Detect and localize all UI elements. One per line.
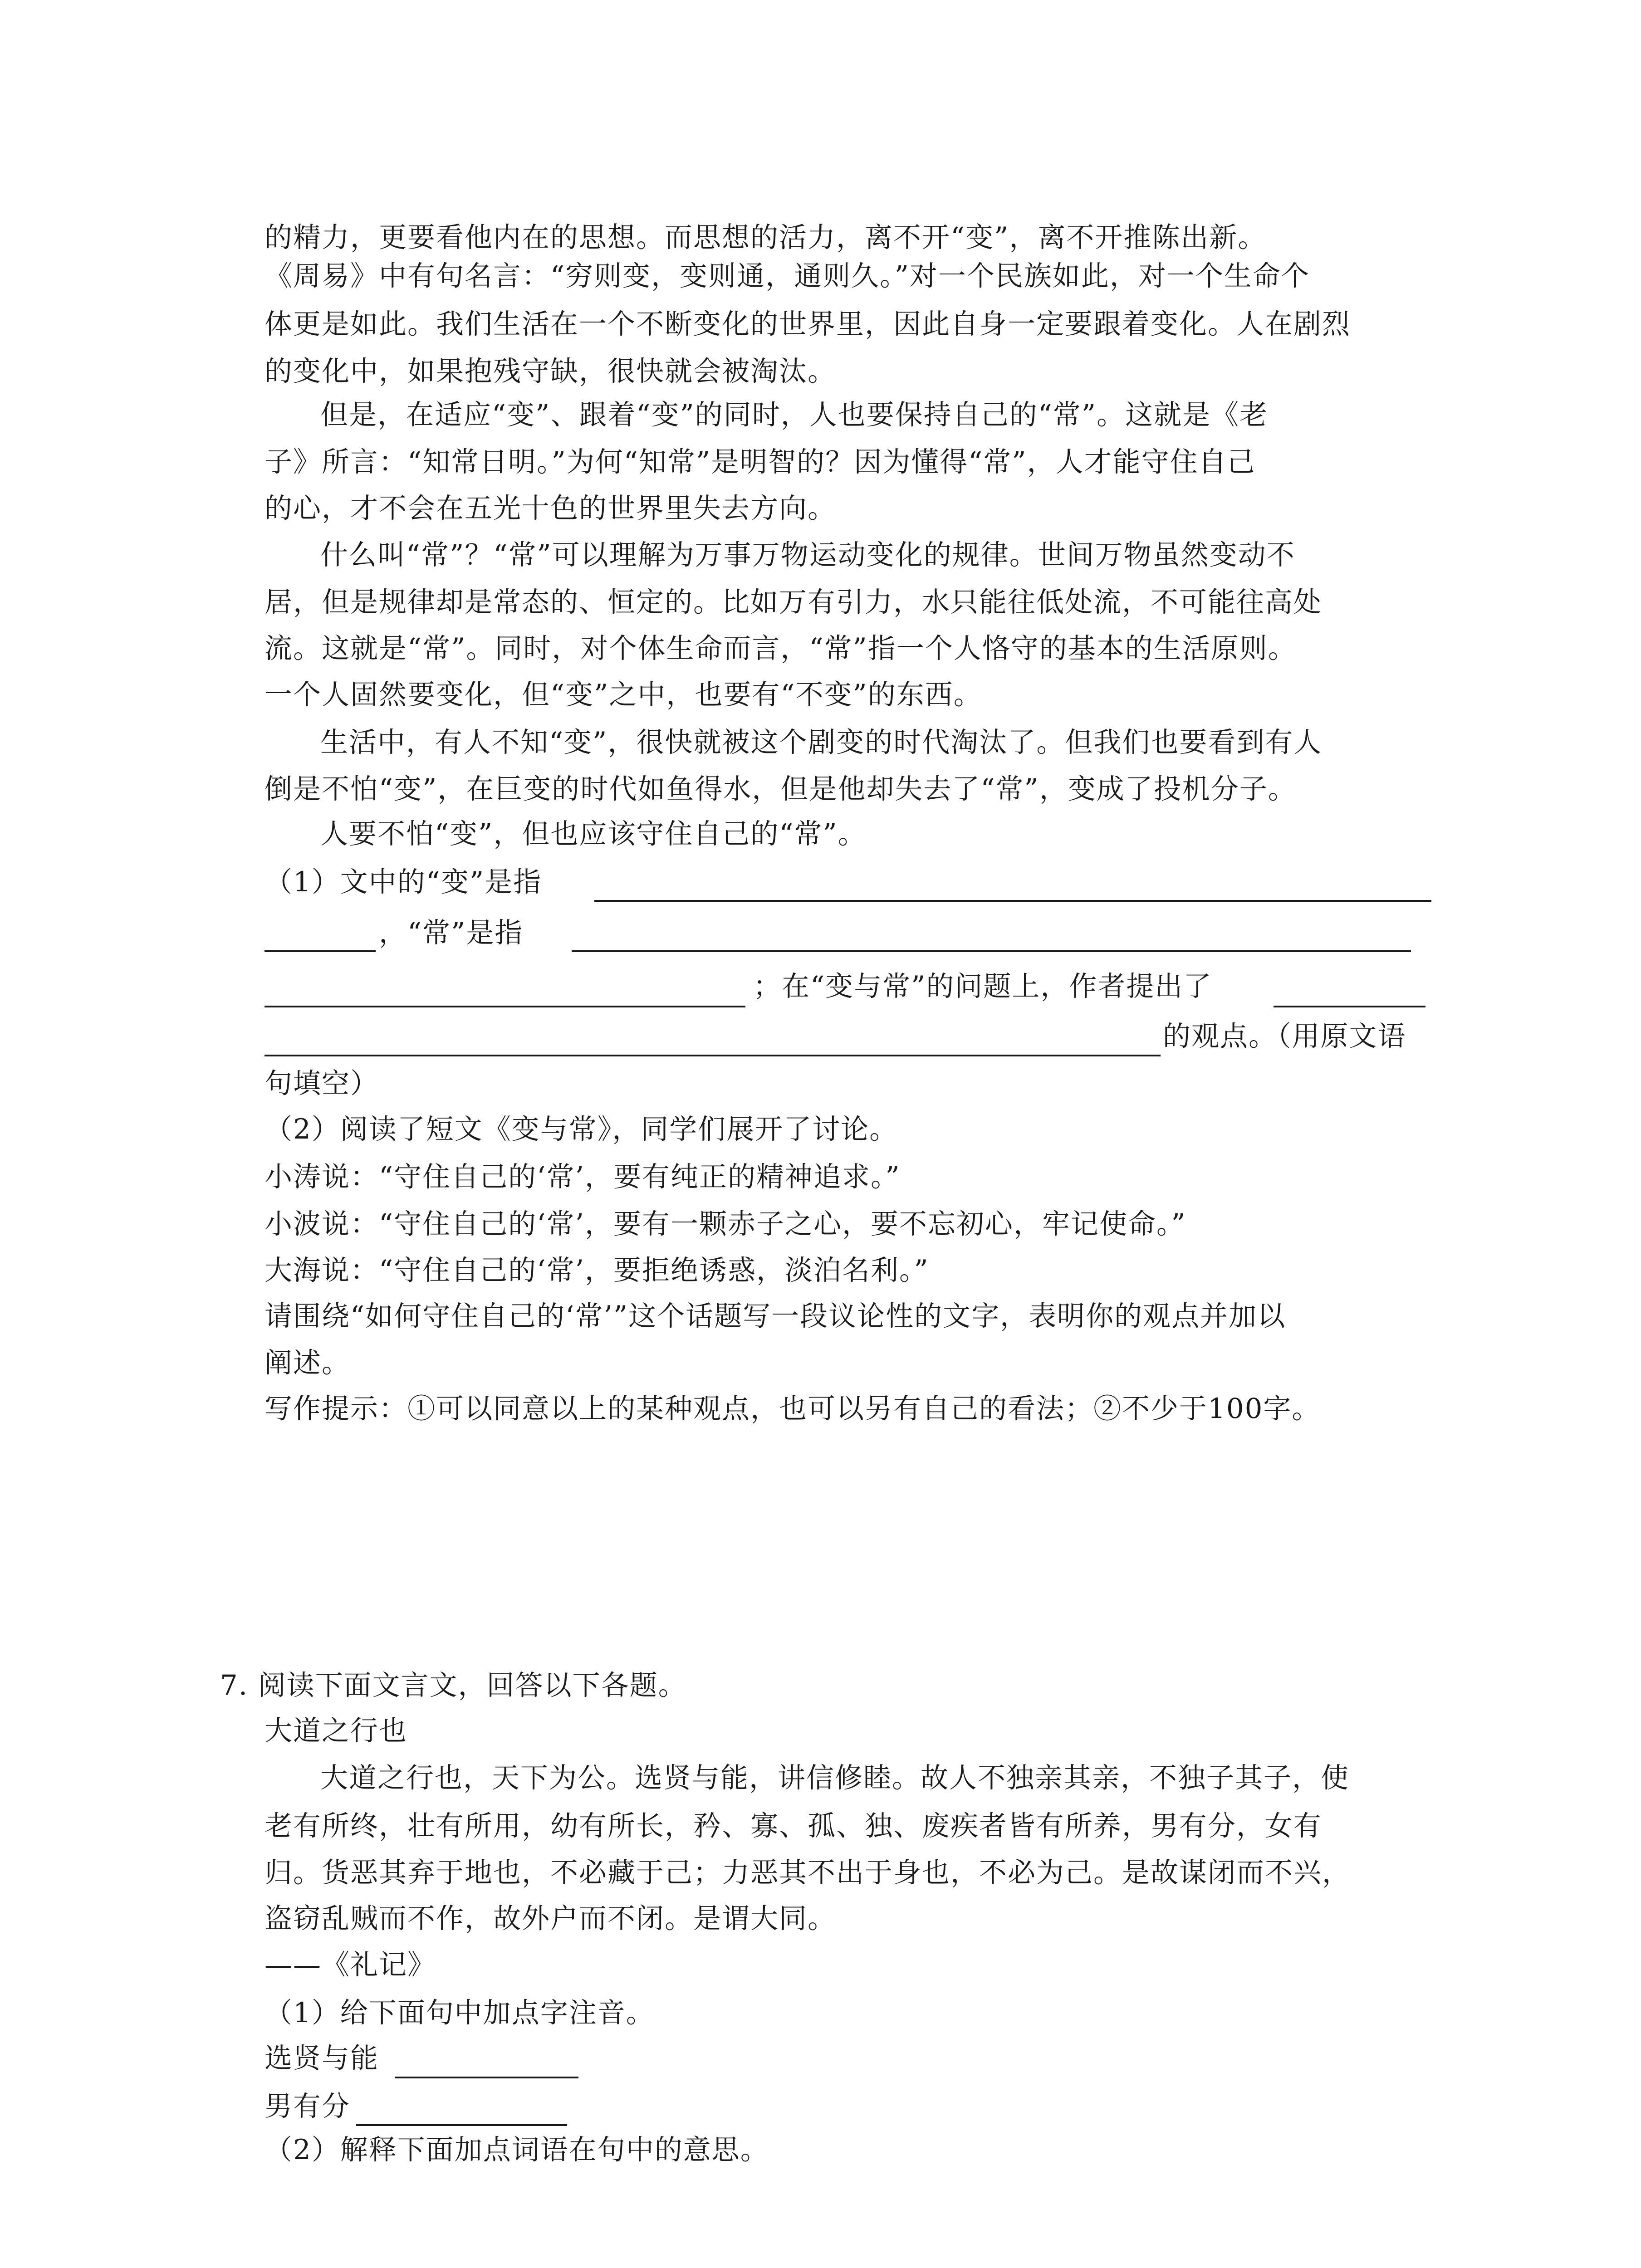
q7-item1: 选贤与能 [265,2042,379,2074]
writing-task: 阐述。 [265,1347,351,1379]
passage-line: 的精力，更要看他内在的思想。而思想的活力，离不开“变”，离不开推陈出新。 [265,221,1267,254]
classical-text-line: 大道之行也，天下为公。选贤与能，讲信修睦。故人不独亲其亲，不独子其子，使 [320,1762,1350,1794]
q7-title: 大道之行也 [265,1715,408,1747]
student-quote-dahai: 大海说：“守住自己的‘常’，要拒绝诱惑，淡泊名利。” [265,1254,929,1286]
writing-tip: 写作提示：①可以同意以上的某种观点，也可以另有自己的看法；②不少于100字。 [265,1393,1321,1425]
q6-part1-prompt-2: ，“常”是指 [379,917,524,949]
answer-blank[interactable] [395,2077,578,2078]
writing-task: 请围绕“如何守住自己的‘常’”这个话题写一段议论性的文字，表明你的观点并加以 [265,1300,1286,1332]
passage-line: 流。这就是“常”。同时，对个体生命而言，“常”指一个人恪守的基本的生活原则。 [265,632,1297,665]
passage-line: 人要不怕“变”，但也应该守住自己的“常”。 [320,818,867,850]
answer-blank[interactable] [265,950,376,952]
q7-item2: 男有分 [265,2090,351,2122]
classical-text-line: 盗窃乱贼而不作，故外户而不闭。是谓大同。 [265,1902,837,1935]
q6-part1-prompt-4: 的观点。（用原文语 [1163,1020,1406,1052]
answer-blank[interactable] [265,1055,1161,1056]
passage-line: 的心，才不会在五光十色的世界里失去方向。 [265,492,837,524]
answer-blank[interactable] [356,2124,567,2126]
passage-line: 倒是不怕“变”，在巨变的时代如鱼得水，但是他却失去了“常”，变成了投机分子。 [265,773,1297,805]
q7-sub2: （2）解释下面加点词语在句中的意思。 [265,2134,769,2166]
answer-blank[interactable] [572,950,1411,952]
passage-line: 但是，在适应“变”、跟着“变”的同时，人也要保持自己的“常”。这就是《老 [320,399,1269,431]
passage-line: 子》所言：“知常日明。”为何“知常”是明智的？因为懂得“常”，人才能守住自己 [265,446,1256,478]
passage-line: 居，但是规律却是常态的、恒定的。比如万有引力，水只能往低处流，不可能往高处 [265,586,1323,618]
q6-part2-intro: （2）阅读了短文《变与常》，同学们展开了讨论。 [265,1113,898,1145]
q7-heading: 7. 阅读下面文言文，回答以下各题。 [220,1669,687,1701]
classical-text-line: 老有所终，壮有所用，幼有所长，矜、寡、孤、独、废疾者皆有所养，男有分，女有 [265,1810,1323,1842]
passage-line: 《周易》中有句名言：“穷则变，变则通，通则久。”对一个民族如此，对一个生命个 [265,260,1310,292]
answer-blank[interactable] [1274,1006,1425,1007]
classical-text-line: 归。货恶其弃于地也，不必藏于己；力恶其不出于身也，不必为己。是故谋闭而不兴， [265,1857,1351,1889]
answer-blank[interactable] [265,1006,745,1007]
answer-blank[interactable] [594,900,1431,902]
passage-line: 体更是如此。我们生活在一个不断变化的世界里，因此自身一定要跟着变化。人在剧烈 [265,308,1351,340]
q7-sub1: （1）给下面句中加点字注音。 [265,1997,655,2029]
q7-source: ——《礼记》 [265,1949,436,1981]
q6-part1-prompt-3: ；在“变与常”的问题上，作者提出了 [753,970,1212,1002]
passage-line: 的变化中，如果抱残守缺，很快就会被淘汰。 [265,355,837,387]
q6-part1-prompt-5: 句填空） [265,1067,379,1100]
passage-line: 生活中，有人不知“变”，很快就被这个剧变的时代淘汰了。但我们也要看到有人 [320,726,1323,758]
q6-part1-prompt: （1）文中的“变”是指 [265,866,542,898]
passage-line: 什么叫“常”？“常”可以理解为万事万物运动变化的规律。世间万物虽然变动不 [320,539,1295,571]
student-quote-xiaobo: 小波说：“守住自己的‘常’，要有一颗赤子之心，要不忘初心，牢记使命。” [265,1208,1186,1240]
passage-line: 一个人固然要变化，但“变”之中，也要有“不变”的东西。 [265,679,982,711]
student-quote-xiaotao: 小涛说：“守住自己的‘常’，要有纯正的精神追求。” [265,1161,901,1193]
